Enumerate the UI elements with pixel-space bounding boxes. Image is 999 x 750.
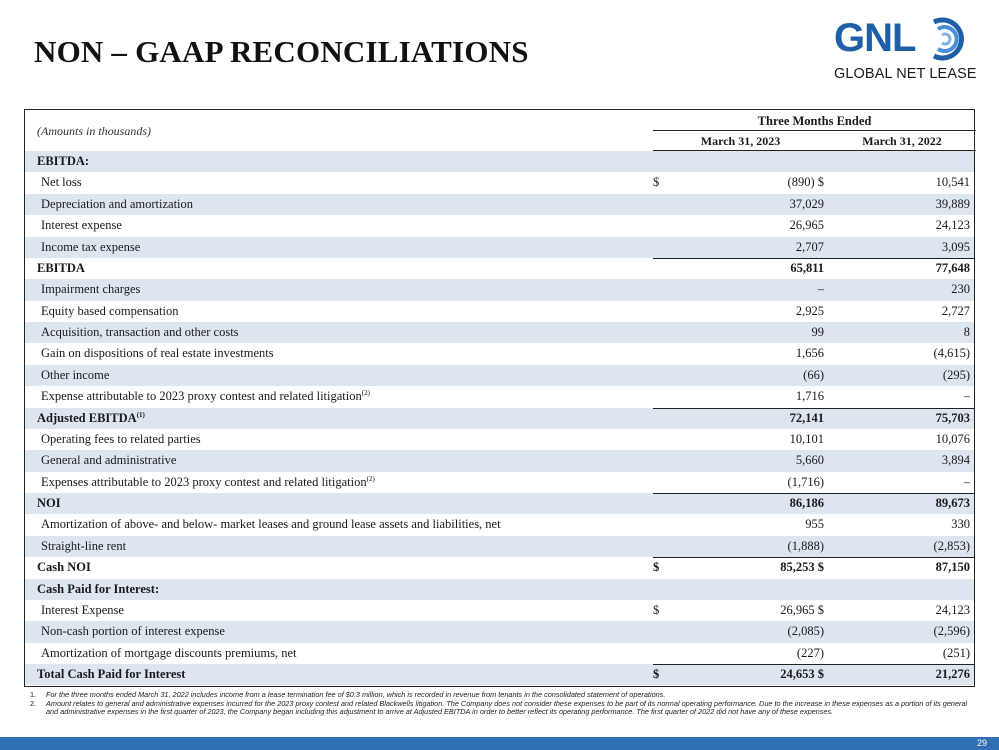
footnote-text: Amount relates to general and administrative expenses incurred for the 2023 proxy contest and related Blackwells litigation. The Company does not consider these expenses to be part of its normal operating performance. Due to the increase in these expenses as a portion of its general and administrative expenses in the first quarter of 2023, the Company began including this adjustment to arrive at Adjusted EBITDA in order to better reflect its operating performance. The first quarter of 2022 did not have any of these expenses. (46, 698, 968, 716)
value-2023: (1,716) (787, 474, 824, 489)
value-2022: (251) (942, 645, 970, 660)
table-row (25, 472, 974, 493)
value-2022: 230 (951, 282, 970, 297)
value-2022: 24,123 (935, 602, 970, 617)
table-row (25, 172, 974, 193)
value-2023: (1,888) (787, 538, 824, 553)
value-2023: (66) (803, 367, 824, 382)
row-label: Equity based compensation (41, 303, 179, 318)
table-row (25, 621, 974, 642)
table-row (25, 579, 974, 600)
column-header-2022: March 31, 2022 (862, 134, 942, 148)
row-label: EBITDA: (37, 154, 90, 168)
gnl-logo (828, 14, 978, 90)
row-label: Cash NOI (37, 560, 91, 575)
table-row (25, 514, 974, 535)
table-row (25, 386, 974, 407)
table-row (25, 237, 974, 258)
footnote-number: 1. (30, 690, 37, 699)
page-number: 29 (976, 738, 987, 748)
value-2023: – (817, 282, 824, 297)
table-row (25, 343, 974, 364)
value-2023: 5,660 (795, 453, 824, 468)
table-row (25, 365, 974, 386)
footnote-marker: (2) (361, 389, 370, 398)
logo-subtitle: GLOBAL NET LEASE (834, 66, 977, 82)
row-label: Operating fees to related parties (41, 431, 201, 446)
row-label: Other income (41, 367, 110, 382)
footnote-text: For the three months ended March 31, 2022 includes income from a lease termination fee of $0.3 million, which is recorded in revenue from tenants in the consolidated statement of operations. (46, 690, 666, 699)
footnotes (30, 691, 980, 717)
table-row (25, 258, 974, 279)
row-label: Interest Expense (41, 602, 124, 617)
row-label: Impairment charges (41, 282, 141, 297)
value-2022: (295) (942, 367, 970, 382)
footnote-marker: (1) (136, 410, 145, 419)
currency-symbol: $ (653, 602, 660, 617)
row-label: Acquisition, transaction and other costs (41, 325, 239, 339)
row-label: Interest expense (41, 218, 122, 233)
row-label: Adjusted EBITDA$^{(1)}$ (37, 410, 145, 425)
value-2022: 10,076 (935, 431, 970, 446)
value-2022: – (963, 389, 970, 404)
value-2022: 24,123 (935, 218, 970, 233)
table-row (25, 493, 974, 514)
table-row (25, 536, 974, 557)
currency-symbol: $ (817, 602, 824, 617)
value-2023: 955 (805, 517, 824, 532)
value-2023: 26,965 (789, 218, 824, 233)
value-2023: 37,029 (789, 196, 824, 211)
value-2022: 87,150 (935, 560, 970, 575)
value-2022: (4,615) (933, 346, 970, 361)
value-2023: 2,707 (795, 239, 824, 254)
value-2023: 24,653 $ (780, 667, 824, 681)
value-2023: 85,253 $ (780, 560, 824, 575)
value-2023: 2,925 (795, 303, 824, 318)
period-header: Three Months Ended (757, 114, 872, 128)
header-rule (653, 130, 976, 131)
reconciliation-table (24, 109, 975, 687)
table-row (25, 664, 974, 685)
table-row (25, 322, 974, 343)
table-row (25, 215, 974, 236)
value-2023: 86,186 (789, 496, 824, 510)
value-2022: 8 (963, 325, 970, 339)
row-label: Amortization of above- and below- market leases and ground lease assets and liabilities, net (41, 517, 501, 532)
value-2022: 39,889 (935, 196, 970, 211)
row-label: Cash Paid for Interest: (37, 581, 160, 596)
value-2023: 65,811 (790, 260, 824, 275)
table-row (25, 408, 974, 429)
value-2022: 3,095 (941, 239, 970, 254)
value-2023: (227) (796, 645, 824, 660)
value-2023: 10,101 (789, 431, 824, 446)
value-2022: (2,596) (933, 624, 970, 639)
table-row (25, 279, 974, 300)
table-row (25, 429, 974, 450)
amounts-note: (Amounts in thousands) (37, 124, 151, 138)
row-label: NOI (37, 496, 61, 510)
value-2022: – (963, 474, 970, 489)
row-label: Depreciation and amortization (41, 196, 194, 211)
value-2022: 3,894 (941, 453, 970, 468)
value-2023: 26,965 $ (780, 602, 824, 617)
row-label: Gain on dispositions of real estate investments (41, 346, 274, 361)
column-header-2023: March 31, 2023 (700, 134, 781, 148)
currency-symbol: $ (653, 175, 660, 190)
table-row (25, 643, 974, 664)
row-label: Amortization of mortgage discounts premiums, net (41, 645, 297, 660)
value-2022: 77,648 (935, 260, 970, 275)
table-row (25, 151, 974, 172)
currency-symbol: $ (817, 560, 824, 575)
value-2023: 1,656 (795, 346, 824, 361)
page-title: NON – GAAP RECONCILIATIONS (34, 34, 529, 69)
row-label: Net loss (41, 175, 82, 190)
footnote-2 (30, 700, 980, 717)
table-row (25, 557, 974, 578)
table-row (25, 450, 974, 471)
footer-bar (0, 737, 999, 750)
footnote-marker: (2) (366, 474, 375, 483)
value-2022: (2,853) (933, 538, 970, 553)
table-row (25, 600, 974, 621)
value-2022: 10,541 (935, 175, 970, 190)
value-2023: 99 (811, 325, 824, 339)
value-2023: (2,085) (787, 624, 824, 639)
row-label: Expenses attributable to 2023 proxy contest and related litigation$^{(2)}$ (41, 474, 375, 489)
row-label: Non-cash portion of interest expense (41, 624, 225, 639)
logo-wordmark: GNL (834, 16, 916, 60)
row-label: Expense attributable to 2023 proxy contest and related litigation$^{(2)}$ (41, 389, 370, 404)
row-label: EBITDA (37, 260, 85, 275)
table-row (25, 194, 974, 215)
value-2022: 330 (951, 517, 970, 532)
row-label: Total Cash Paid for Interest (37, 667, 186, 681)
row-label: General and administrative (41, 453, 177, 468)
value-2023: (890) $ (787, 175, 824, 190)
row-label: Income tax expense (41, 239, 141, 254)
currency-symbol: $ (653, 667, 660, 681)
currency-symbol: $ (653, 560, 660, 575)
value-2022: 21,276 (935, 667, 970, 681)
footnote-number: 2. (30, 698, 37, 708)
value-2023: 72,141 (789, 410, 824, 425)
currency-symbol: $ (817, 175, 824, 190)
row-label: Straight-line rent (41, 538, 127, 553)
value-2023: 1,716 (795, 389, 824, 404)
currency-symbol: $ (817, 667, 824, 681)
value-2022: 75,703 (935, 410, 970, 425)
logo-swirl-icon (926, 16, 972, 62)
table-row (25, 301, 974, 322)
table-body (25, 151, 974, 685)
value-2022: 89,673 (935, 496, 970, 510)
value-2022: 2,727 (941, 303, 970, 318)
